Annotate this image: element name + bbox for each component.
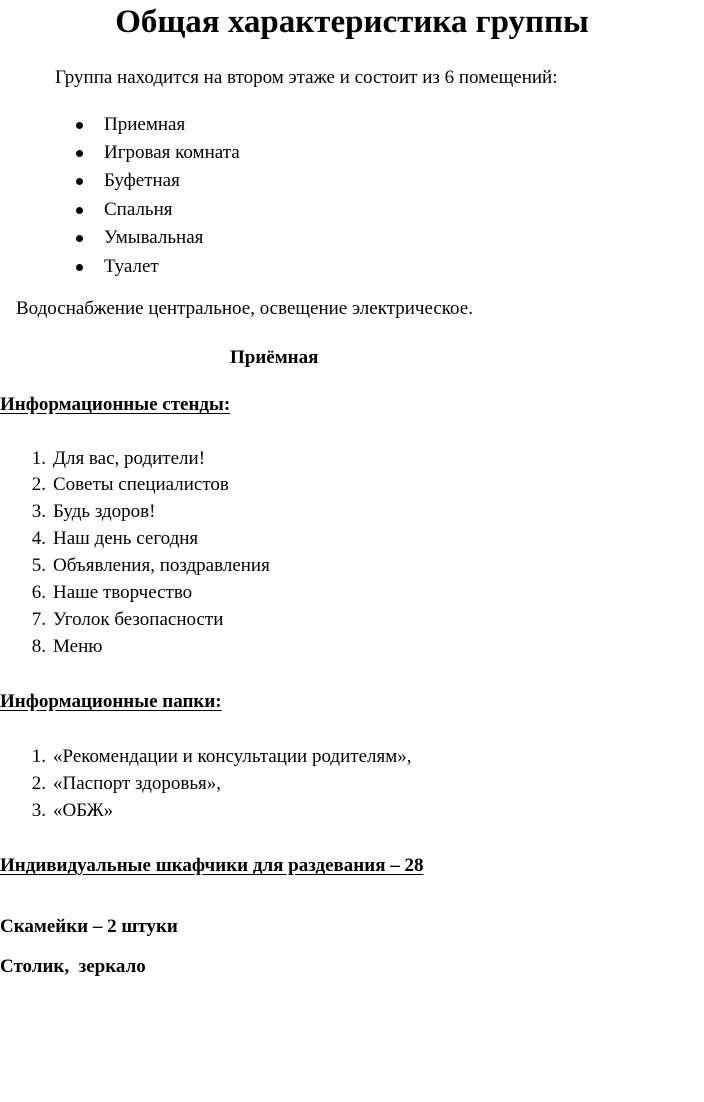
list-item-text: «Паспорт здоровья», [53, 773, 222, 794]
list-number: 1. [31, 448, 46, 469]
bullet-icon [76, 150, 83, 157]
list-number: 8. [31, 636, 46, 657]
folders-heading: Информационные папки: [0, 691, 222, 712]
list-item-text: Наш день сегодня [53, 528, 199, 549]
list-item-text: Уголок безопасности [53, 609, 224, 630]
bullet-icon [76, 122, 83, 129]
list-number: 6. [31, 582, 46, 603]
stands-heading: Информационные стенды: [0, 394, 231, 415]
list-item-text: Объявления, поздравления [53, 555, 270, 576]
bullet-icon [76, 264, 83, 271]
list-number: 4. [31, 528, 46, 549]
list-item-text: Будь здоров! [53, 501, 156, 522]
list-number: 3. [31, 800, 46, 821]
list-item-text: «ОБЖ» [53, 800, 114, 821]
list-item-text: Приемная [104, 114, 186, 135]
list-item-text: Для вас, родители! [53, 448, 206, 469]
page-title: Общая характеристика группы [115, 4, 589, 40]
list-item-text: Умывальная [104, 227, 204, 248]
list-number: 3. [31, 501, 46, 522]
list-item-text: Меню [53, 636, 103, 657]
list-number: 5. [31, 555, 46, 576]
table-mirror-heading: Столик, зеркало [0, 956, 146, 977]
list-number: 7. [31, 609, 46, 630]
list-item-text: Советы специалистов [53, 474, 229, 495]
list-item-text: Игровая комната [104, 142, 240, 163]
lockers-heading: Индивидуальные шкафчики для раздевания – 28 [0, 855, 424, 876]
bullet-icon [76, 235, 83, 242]
benches-heading: Скамейки – 2 штуки [0, 916, 178, 937]
list-number: 1. [31, 746, 46, 767]
list-item-text: Спальня [104, 199, 173, 220]
utilities-text: Водоснабжение центральное, освещение электрическое. [16, 298, 473, 319]
list-item-text: Буфетная [104, 170, 180, 191]
list-number: 2. [31, 474, 46, 495]
list-item-text: Наше творчество [53, 582, 193, 603]
intro-text: Группа находится на втором этаже и состоит из 6 помещений: [55, 67, 558, 88]
bullet-icon [76, 178, 83, 185]
list-item-text: «Рекомендации и консультации родителям», [53, 746, 412, 767]
list-item-text: Туалет [104, 256, 159, 277]
section-title: Приёмная [230, 347, 319, 368]
bullet-icon [76, 207, 83, 214]
list-number: 2. [31, 773, 46, 794]
